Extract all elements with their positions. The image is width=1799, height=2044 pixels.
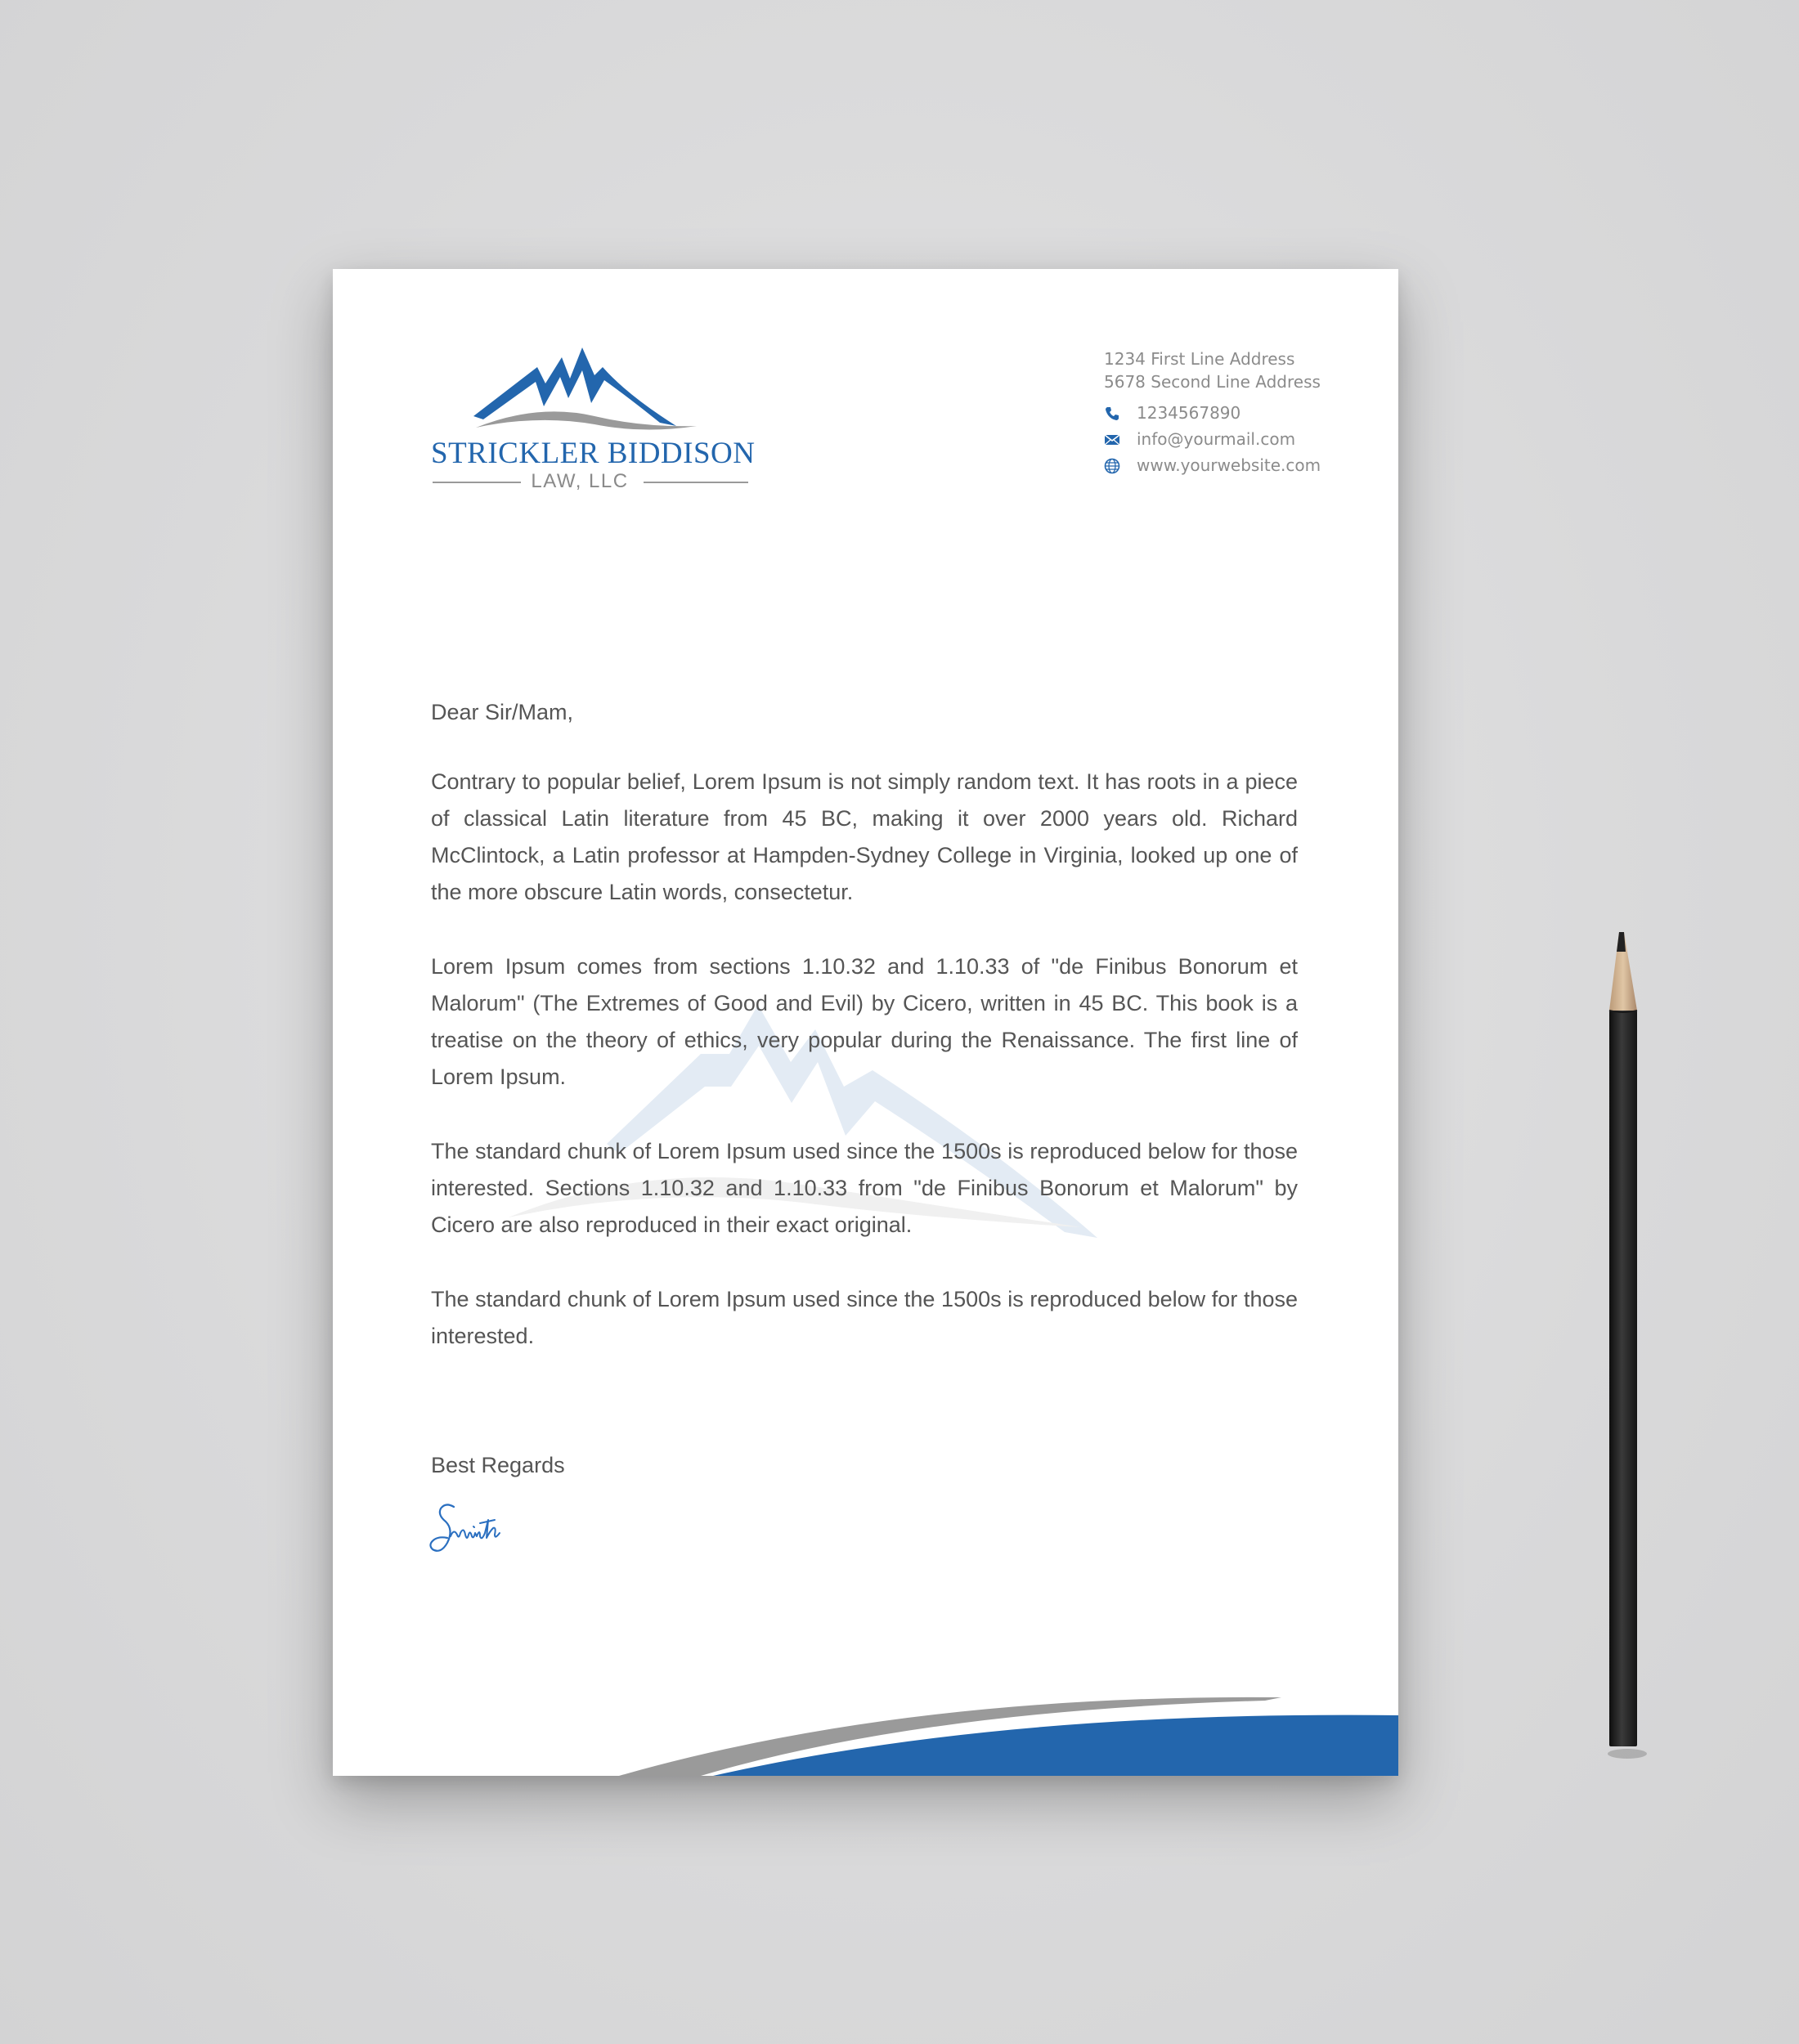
globe-icon bbox=[1104, 458, 1120, 474]
email-address[interactable]: info@yourmail.com bbox=[1137, 429, 1296, 449]
letter-body bbox=[431, 694, 1298, 1392]
email-row bbox=[1104, 426, 1382, 452]
paragraph-2: Lorem Ipsum comes from sections 1.10.32 and 1.10.33 of "de Finibus Bonorum et Malorum" (The Extremes of Good and Evil) by Cicero, written in 45 BC. This book is a treatise on the theory of ethics, very popular during the Renaissance. The first line of Lorem Ipsum. bbox=[431, 954, 1298, 1089]
letterhead-sheet bbox=[333, 269, 1398, 1776]
paragraph-3: The standard chunk of Lorem Ipsum used since the 1500s is reproduced below for those interested. Sections 1.10.32 and 1.10.33 from "de Finibus Bonorum et Malorum" by Cicero are also reproduced in their exact original. bbox=[431, 1139, 1298, 1237]
phone-icon bbox=[1104, 406, 1120, 422]
website-row bbox=[1104, 452, 1382, 478]
website-url[interactable]: www.yourwebsite.com bbox=[1137, 455, 1321, 475]
mountain-logo-icon bbox=[431, 338, 750, 436]
right-divider bbox=[644, 482, 748, 483]
firm-suffix-line bbox=[431, 470, 750, 495]
salutation: Dear Sir/Mam, bbox=[431, 700, 574, 724]
firm-suffix: LAW, LLC bbox=[531, 470, 629, 492]
address-line-1: 1234 First Line Address bbox=[1104, 349, 1295, 369]
address-line-2: 5678 Second Line Address bbox=[1104, 372, 1321, 392]
paragraph-1: Contrary to popular belief, Lorem Ipsum is not simply random text. It has roots in a piece of classical Latin literature from 45 BC, making it over 2000 years old. Richard McClintock, a Latin professor at Hampden-Sydney College in Virginia, looked up one of the more obscure Latin words, consectetur. bbox=[431, 769, 1298, 904]
pencil-image bbox=[1595, 932, 1652, 1766]
envelope-icon bbox=[1104, 432, 1120, 448]
contact-block bbox=[1104, 347, 1382, 478]
firm-logo bbox=[431, 338, 756, 493]
paragraph-4: The standard chunk of Lorem Ipsum used since the 1500s is reproduced below for those interested. bbox=[431, 1287, 1298, 1348]
firm-name: STRICKLER BIDDISON bbox=[431, 437, 756, 470]
phone-row bbox=[1104, 400, 1382, 426]
signature-image bbox=[423, 1495, 521, 1561]
footer-wave bbox=[333, 1686, 1398, 1776]
closing: Best Regards bbox=[431, 1453, 565, 1477]
left-divider bbox=[433, 482, 521, 483]
phone-number: 1234567890 bbox=[1137, 403, 1241, 423]
